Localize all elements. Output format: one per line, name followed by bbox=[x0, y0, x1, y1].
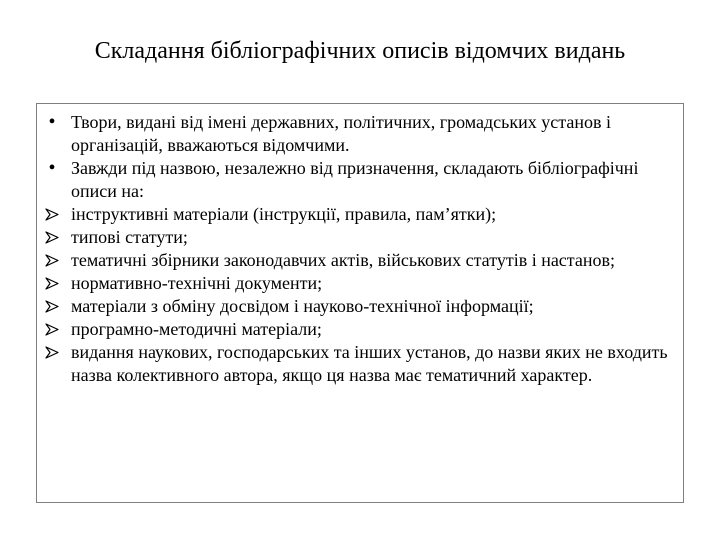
arrowhead-bullet-icon bbox=[43, 249, 61, 267]
list-item-text: Завжди під назвою, незалежно від призначення, складають бібліографічні описи на: bbox=[71, 158, 639, 201]
list-item-text: Твори, видані від імені державних, політичних, громадських установ і організацій, вважаються відомчими. bbox=[71, 112, 611, 155]
list-item-4 bbox=[37, 226, 677, 249]
bullet-icon: • bbox=[48, 111, 56, 133]
arrowhead-bullet-icon bbox=[43, 318, 61, 336]
list-item-8 bbox=[37, 318, 677, 341]
bullet-icon: • bbox=[48, 157, 56, 179]
arrowhead-bullet-icon bbox=[43, 203, 61, 221]
list-item-text: програмно-методичні матеріали; bbox=[71, 319, 322, 339]
slide-title: Складання бібліографічних описів відомчих видань bbox=[94, 38, 626, 64]
list-item-6 bbox=[37, 272, 677, 295]
list-item-text: нормативно-технічні документи; bbox=[71, 273, 323, 293]
list-item-text: видання наукових, господарських та інших установ, до назви яких не входить назва колективного автора, якщо ця назва має тематичний характер. bbox=[71, 342, 668, 385]
list-item-2 bbox=[37, 157, 677, 203]
content-box bbox=[36, 103, 684, 503]
list-item-3 bbox=[37, 203, 677, 226]
list-item-1 bbox=[37, 111, 677, 157]
list-item-5 bbox=[37, 249, 677, 272]
list-item-text: типові статути; bbox=[71, 227, 188, 247]
arrowhead-bullet-icon bbox=[43, 295, 61, 313]
list-item-9 bbox=[37, 341, 677, 387]
list-item-text: матеріали з обміну досвідом і науково-технічної інформації; bbox=[71, 296, 534, 316]
arrowhead-bullet-icon bbox=[43, 226, 61, 244]
list-item-text: інструктивні матеріали (інструкції, правила, пам’ятки); bbox=[71, 204, 497, 224]
list-item-text: тематичні збірники законодавчих актів, військових статутів і настанов; bbox=[71, 250, 616, 270]
item-list bbox=[37, 111, 677, 387]
arrowhead-bullet-icon bbox=[43, 272, 61, 290]
list-item-7 bbox=[37, 295, 677, 318]
arrowhead-bullet-icon bbox=[43, 341, 61, 359]
